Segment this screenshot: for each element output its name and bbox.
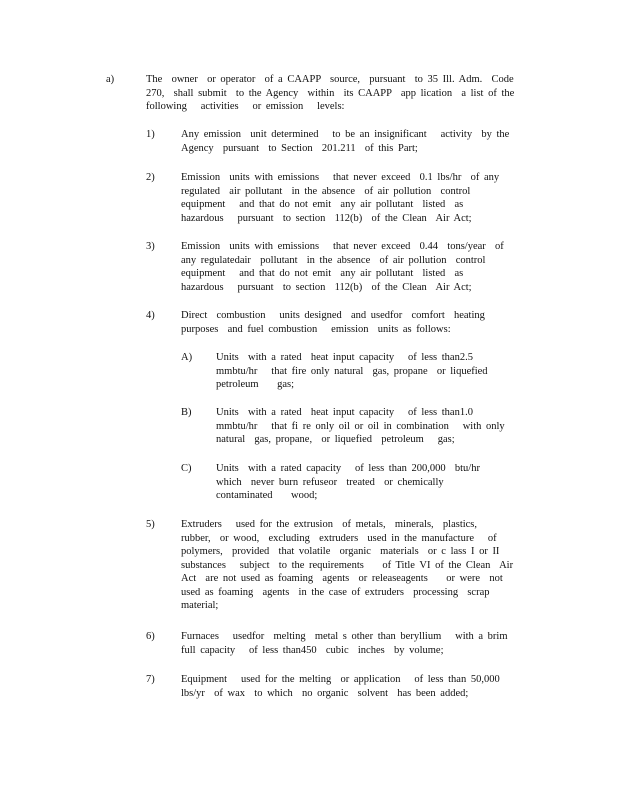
text-line: regulated air pollutant in the absence of air pollution control bbox=[181, 185, 471, 197]
text-line: equipment and that do not emit any air pollutant listed as bbox=[181, 199, 464, 210]
text-line: material; bbox=[181, 600, 219, 611]
item-label: 7) bbox=[146, 674, 155, 685]
sub-item-label: C) bbox=[181, 463, 192, 474]
text-line: Equipment used for the melting or application of less than 50,000 bbox=[181, 674, 500, 685]
item-text bbox=[181, 309, 511, 336]
text-line: Any emission unit determined to be an insignificant activity by the bbox=[181, 129, 510, 140]
item-text bbox=[181, 240, 511, 294]
text-line: Act are not used as foaming agents or releaseagents or were not bbox=[181, 573, 503, 584]
sub-item-text bbox=[216, 351, 516, 392]
sub-item-label: A) bbox=[181, 352, 193, 363]
item-text bbox=[181, 673, 511, 700]
text-line: substances subject to the requirements of Title VI of the Clean Air bbox=[181, 559, 514, 571]
item-label: 1) bbox=[146, 129, 155, 140]
text-line: Units with a rated capacity of less than 200,000 btu/hr bbox=[216, 463, 480, 474]
text-line: which never burn refuseor treated or chemically bbox=[216, 476, 444, 488]
text-line: hazardous pursuant to section 112(b) of the Clean Air Act; bbox=[181, 212, 472, 224]
section-a-text bbox=[146, 73, 516, 114]
item-label: 3) bbox=[146, 241, 155, 252]
text-line: petroleum gas; bbox=[216, 379, 294, 390]
text-line: rubber, or wood, excluding extruders used in the manufacture of bbox=[181, 532, 497, 544]
text-line: mmbtu/hr that fire only natural gas, propane or liquefied bbox=[216, 365, 488, 377]
text-line: Emission units with emissions that never exceed 0.1 lbs/hr of any bbox=[181, 172, 500, 183]
text-line: any regulatedair pollutant in the absence of air pollution control bbox=[181, 254, 486, 266]
text-line: Furnaces usedfor melting metal s other than beryllium with a brim bbox=[181, 631, 508, 642]
text-line: lbs/yr of wax to which no organic solvent has been added; bbox=[181, 687, 469, 699]
text-line: contaminated wood; bbox=[216, 490, 318, 501]
text-line: full capacity of less than450 cubic inches by volume; bbox=[181, 644, 444, 656]
section-a-label: a) bbox=[106, 74, 115, 85]
text-line: hazardous pursuant to section 112(b) of the Clean Air Act; bbox=[181, 281, 472, 293]
text-line: natural gas, propane, or liquefied petroleum gas; bbox=[216, 434, 455, 445]
text-line: mmbtu/hr that fi re only oil or oil in combination with only bbox=[216, 420, 505, 432]
text-line: 270, shall submit to the Agency within its CAAPP app lication a list of the bbox=[146, 87, 515, 99]
item-text bbox=[181, 171, 511, 225]
item-label: 6) bbox=[146, 631, 155, 642]
text-line: Direct combustion units designed and usedfor comfort heating bbox=[181, 310, 485, 321]
item-text bbox=[181, 518, 514, 613]
item-label: 5) bbox=[146, 519, 155, 530]
item-text bbox=[181, 630, 511, 657]
text-line: used as foaming agents in the case of extruders processing scrap bbox=[181, 586, 490, 598]
text-line: Agency pursuant to Section 201.211 of this Part; bbox=[181, 142, 418, 154]
item-label: 4) bbox=[146, 310, 155, 321]
text-line: polymers, provided that volatile organic materials or c lass I or II bbox=[181, 546, 500, 557]
item-label: 2) bbox=[146, 172, 155, 183]
text-line: Extruders used for the extrusion of metals, minerals, plastics, bbox=[181, 519, 478, 530]
text-line: purposes and fuel combustion emission units as follows: bbox=[181, 323, 451, 335]
text-line: Emission units with emissions that never exceed 0.44 tons/year of bbox=[181, 241, 504, 252]
sub-item-text bbox=[216, 406, 516, 447]
text-line: Units with a rated heat input capacity of less than1.0 bbox=[216, 407, 473, 418]
sub-item-label: B) bbox=[181, 407, 192, 418]
text-line: following activities or emission levels: bbox=[146, 101, 345, 112]
text-line: equipment and that do not emit any air pollutant listed as bbox=[181, 268, 464, 279]
text-line: The owner or operator of a CAAPP source, pursuant to 35 Ill. Adm. Code bbox=[146, 74, 514, 85]
item-text bbox=[181, 128, 511, 155]
text-line: Units with a rated heat input capacity of less than2.5 bbox=[216, 352, 473, 363]
sub-item-text bbox=[216, 462, 516, 503]
